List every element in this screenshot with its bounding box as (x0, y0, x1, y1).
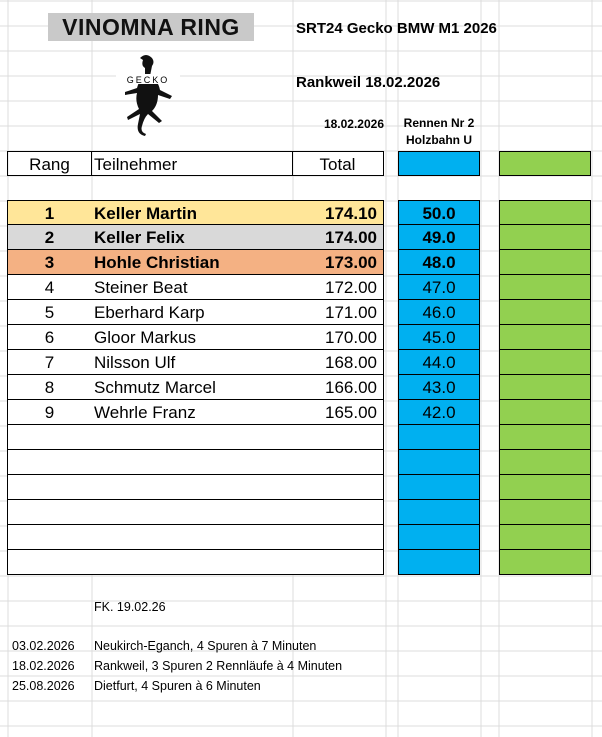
event-date: 25.08.2026 (12, 679, 75, 693)
race-header-blue-cell (398, 151, 480, 176)
rank-cell: 6 (7, 325, 92, 350)
race-score-cell: 42.0 (398, 400, 480, 425)
participant-name-cell (91, 425, 293, 450)
rank-cell: 3 (7, 250, 92, 275)
rank-cell: 5 (7, 300, 92, 325)
next-race-cell (499, 525, 591, 550)
next-race-cell (499, 225, 591, 250)
total-cell: 170.00 (292, 325, 384, 350)
participant-name-cell: Steiner Beat (91, 275, 293, 300)
next-race-cell (499, 475, 591, 500)
rank-cell (7, 425, 92, 450)
page-title: SRT24 Gecko BMW M1 2026 (296, 20, 497, 37)
next-race-cell (499, 250, 591, 275)
participant-name-cell: Keller Felix (91, 225, 293, 250)
event-description: Dietfurt, 4 Spuren à 6 Minuten (94, 679, 261, 693)
next-race-cell (499, 325, 591, 350)
race-number-label: Rennen Nr 2 (403, 116, 475, 130)
race-column-header (398, 115, 480, 149)
event-description: Neukirch-Eganch, 4 Spuren à 7 Minuten (94, 639, 317, 653)
rank-cell: 9 (7, 400, 92, 425)
rank-cell: 4 (7, 275, 92, 300)
next-race-cell (499, 375, 591, 400)
total-cell (292, 550, 384, 575)
rank-cell (7, 525, 92, 550)
participant-name-cell: Nilsson Ulf (91, 350, 293, 375)
race-score-cell: 47.0 (398, 275, 480, 300)
event-description: Rankweil, 3 Spuren 2 Rennläufe à 4 Minuten (94, 659, 343, 673)
column-header-rang: Rang (7, 151, 92, 176)
race-score-cell: 44.0 (398, 350, 480, 375)
race-score-cell: 46.0 (398, 300, 480, 325)
vinomna-ring-logo: VINOMNA RING (48, 13, 254, 41)
rank-cell: 2 (7, 225, 92, 250)
race-score-cell (398, 525, 480, 550)
race-score-cell (398, 500, 480, 525)
participant-name-cell: Wehrle Franz (91, 400, 293, 425)
race-score-cell: 45.0 (398, 325, 480, 350)
fk-note: FK. 19.02.26 (94, 600, 166, 614)
event-subtitle: Rankweil 18.02.2026 (296, 74, 441, 91)
total-cell: 166.00 (292, 375, 384, 400)
participant-name-cell (91, 450, 293, 475)
participant-name-cell: Eberhard Karp (91, 300, 293, 325)
participant-name-cell: Schmutz Marcel (91, 375, 293, 400)
next-race-cell (499, 400, 591, 425)
total-cell: 168.00 (292, 350, 384, 375)
next-race-cell (499, 275, 591, 300)
next-race-cell (499, 500, 591, 525)
race-score-cell (398, 450, 480, 475)
total-cell (292, 450, 384, 475)
race-score-cell: 50.0 (398, 200, 480, 225)
gecko-logo (110, 52, 186, 136)
total-cell: 165.00 (292, 400, 384, 425)
race-score-cell (398, 425, 480, 450)
next-race-cell (499, 200, 591, 225)
participant-name-cell: Hohle Christian (91, 250, 293, 275)
race-date: 18.02.2026 (323, 117, 384, 131)
column-header-teilnehmer: Teilnehmer (91, 151, 293, 176)
total-cell: 174.00 (292, 225, 384, 250)
event-date: 18.02.2026 (12, 659, 75, 673)
race-score-cell: 43.0 (398, 375, 480, 400)
next-race-cell (499, 550, 591, 575)
total-cell: 171.00 (292, 300, 384, 325)
total-cell (292, 425, 384, 450)
participant-name-cell: Gloor Markus (91, 325, 293, 350)
race-header-green-cell (499, 151, 591, 176)
column-header-total: Total (292, 151, 384, 176)
next-race-cell (499, 425, 591, 450)
rank-cell: 1 (7, 200, 92, 225)
svg-text:GECKO: GECKO (126, 75, 170, 85)
participant-name-cell: Keller Martin (91, 200, 293, 225)
total-cell (292, 475, 384, 500)
race-score-cell: 48.0 (398, 250, 480, 275)
rank-cell (7, 550, 92, 575)
participant-name-cell (91, 550, 293, 575)
total-cell (292, 525, 384, 550)
total-cell: 174.10 (292, 200, 384, 225)
next-race-cell (499, 450, 591, 475)
participant-name-cell (91, 525, 293, 550)
rank-cell (7, 500, 92, 525)
next-race-cell (499, 300, 591, 325)
track-label: Holzbahn U (406, 133, 472, 147)
total-cell (292, 500, 384, 525)
participant-name-cell (91, 475, 293, 500)
participant-name-cell (91, 500, 293, 525)
rank-cell: 7 (7, 350, 92, 375)
race-score-cell: 49.0 (398, 225, 480, 250)
gecko-icon (110, 52, 186, 136)
total-cell: 173.00 (292, 250, 384, 275)
race-score-cell (398, 550, 480, 575)
race-score-cell (398, 475, 480, 500)
next-race-cell (499, 350, 591, 375)
rank-cell (7, 450, 92, 475)
event-date: 03.02.2026 (12, 639, 75, 653)
total-cell: 172.00 (292, 275, 384, 300)
rank-cell: 8 (7, 375, 92, 400)
rank-cell (7, 475, 92, 500)
